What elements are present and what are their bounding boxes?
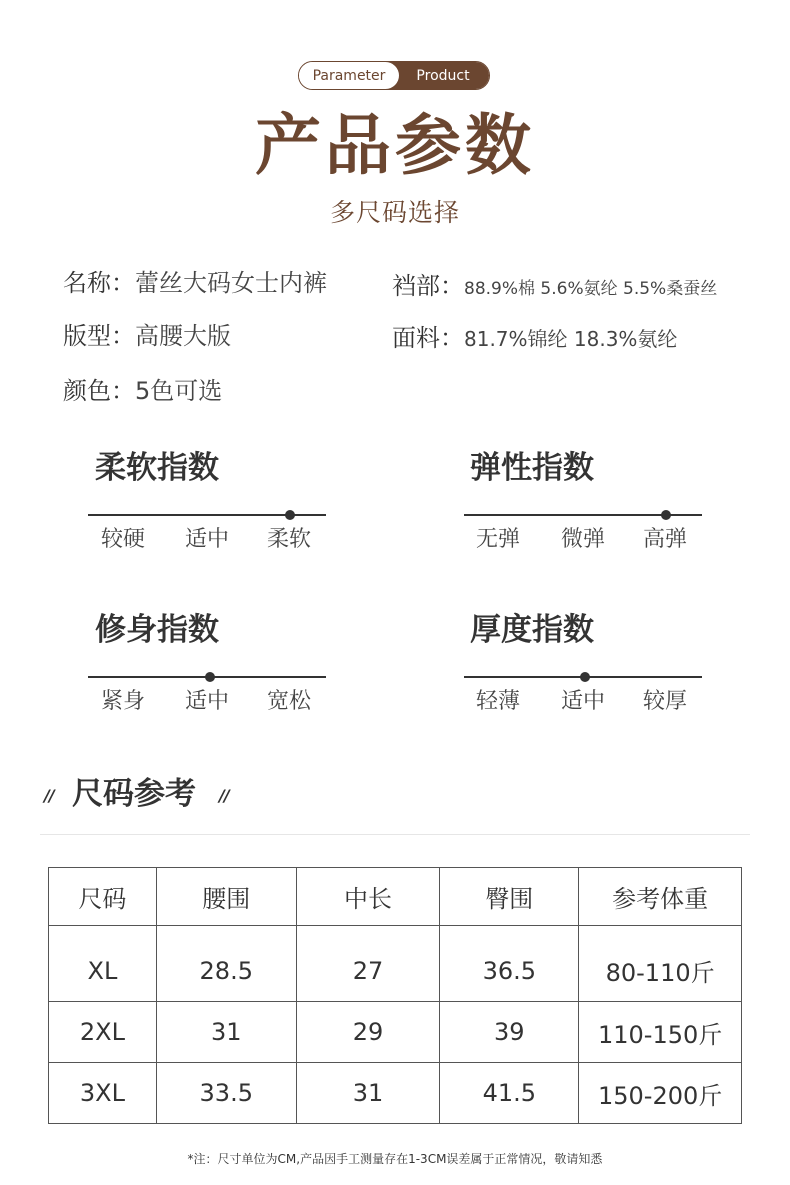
table-row: [49, 1002, 742, 1063]
spec-fit: [63, 321, 231, 351]
measurement-note: *注：尺寸单位为CM,产品因手工测量存在1-3CM误差属于正常情况，敬请知悉: [187, 1152, 603, 1166]
spec-name-value: 蕾丝大码女士内裤: [135, 269, 327, 297]
cell-hip: 36.5: [440, 926, 579, 1002]
elasticity-label-3: 高弹: [643, 527, 688, 552]
spec-crotch-label: 裆部：: [392, 272, 464, 300]
cell-size: 3XL: [49, 1063, 157, 1124]
cell-weight: 150-200斤: [579, 1063, 742, 1124]
thickness-label-1: 轻薄: [476, 689, 521, 714]
size-reference-title: 尺码参考: [72, 776, 196, 812]
cell-length: 27: [296, 926, 440, 1002]
page-title: 产品参数: [255, 107, 535, 184]
cell-length: 31: [296, 1063, 440, 1124]
parameter-tab: Parameter: [299, 62, 399, 89]
thickness-label-3: 较厚: [643, 689, 688, 714]
cell-waist: 28.5: [156, 926, 296, 1002]
header-hip: 臀围: [440, 868, 579, 926]
fit-label-3: 宽松: [267, 689, 312, 714]
cell-waist: 31: [156, 1002, 296, 1063]
spec-name-label: 名称：: [63, 269, 135, 297]
spec-name: [63, 268, 327, 298]
spec-fit-value: 高腰大版: [135, 322, 231, 350]
spec-color-value: 5色可选: [135, 377, 223, 405]
elasticity-index-title: 弹性指数: [470, 450, 594, 486]
cell-weight: 80-110斤: [579, 926, 742, 1002]
cell-hip: 41.5: [440, 1063, 579, 1124]
header-waist: 腰围: [156, 868, 296, 926]
page-subtitle: 多尺码选择: [329, 198, 460, 227]
title-slash-right: //: [219, 786, 229, 805]
parameter-product-tabs: [298, 61, 490, 90]
size-table-header: [49, 868, 742, 926]
fit-label-2: 适中: [185, 689, 230, 714]
spec-fabric-label: 面料：: [392, 324, 464, 352]
elasticity-label-2: 微弹: [561, 527, 606, 552]
section-divider: [40, 834, 750, 835]
cell-length: 29: [296, 1002, 440, 1063]
spec-fit-label: 版型：: [63, 322, 135, 350]
elasticity-marker: [661, 510, 671, 520]
spec-crotch-value: 88.9%棉 5.6%氨纶 5.5%桑蚕丝: [464, 279, 718, 299]
table-row: [49, 1063, 742, 1124]
softness-label-3: 柔软: [267, 527, 312, 552]
spec-color: [63, 376, 222, 406]
title-slash-left: //: [44, 786, 54, 805]
fit-label-1: 紧身: [101, 689, 146, 714]
softness-label-2: 适中: [185, 527, 230, 552]
spec-color-label: 颜色：: [63, 377, 135, 405]
spec-fabric: [392, 323, 677, 354]
thickness-label-2: 适中: [561, 689, 606, 714]
elasticity-label-1: 无弹: [476, 527, 521, 552]
cell-waist: 33.5: [156, 1063, 296, 1124]
header-weight: 参考体重: [579, 868, 742, 926]
spec-fabric-value: 81.7%锦纶 18.3%氨纶: [464, 327, 678, 351]
header-length: 中长: [296, 868, 440, 926]
softness-label-1: 较硬: [101, 527, 146, 552]
size-table: [48, 867, 742, 1124]
table-row: [49, 926, 742, 1002]
fit-index-title: 修身指数: [95, 612, 219, 648]
fit-marker: [205, 672, 215, 682]
softness-index-title: 柔软指数: [95, 450, 219, 486]
cell-weight: 110-150斤: [579, 1002, 742, 1063]
cell-size: 2XL: [49, 1002, 157, 1063]
spec-crotch: [392, 271, 717, 304]
thickness-index-title: 厚度指数: [470, 612, 594, 648]
cell-hip: 39: [440, 1002, 579, 1063]
softness-marker: [285, 510, 295, 520]
product-tab: Product: [379, 62, 489, 89]
cell-size: XL: [49, 926, 157, 1002]
header-size: 尺码: [49, 868, 157, 926]
thickness-marker: [580, 672, 590, 682]
